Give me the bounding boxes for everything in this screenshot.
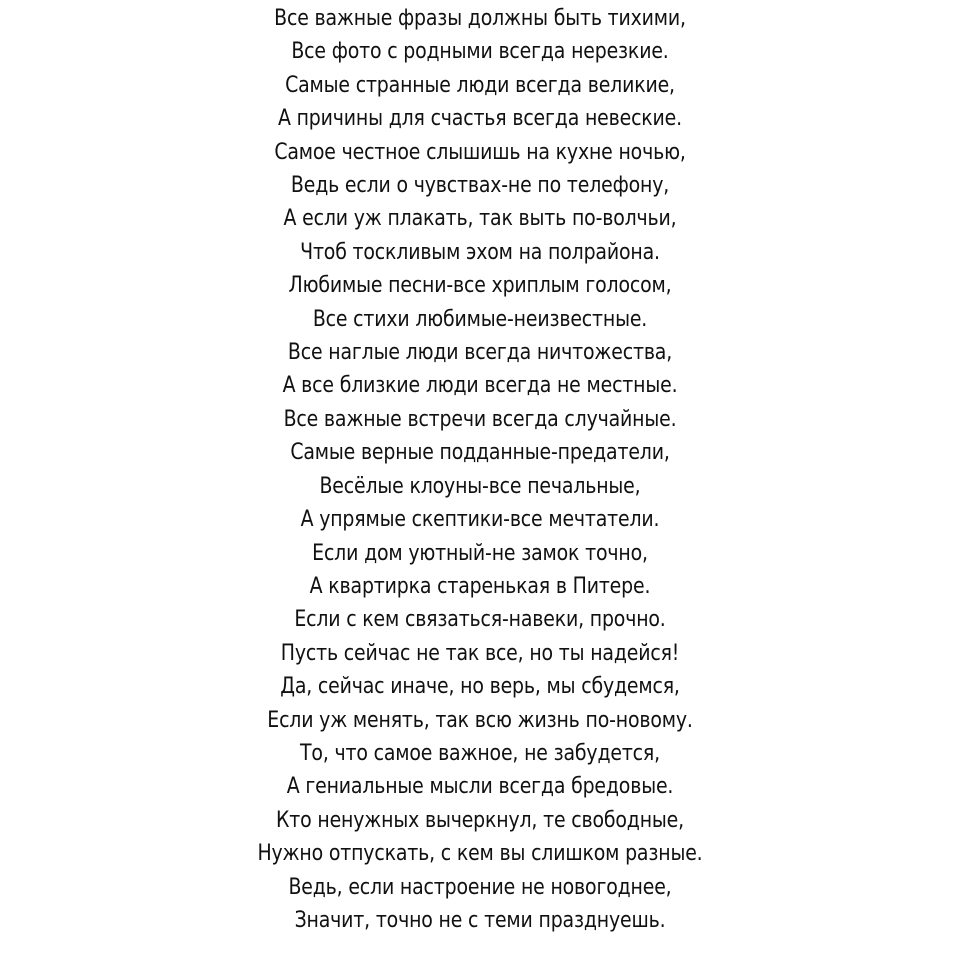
poem-line: Чтоб тоскливым эхом на полрайона. [300,239,660,265]
poem-line: Ведь, если настроение не новогоднее, [288,874,672,900]
poem-line: Все стихи любимые-неизвестные. [312,306,648,332]
poem-line: Все фото с родными всегда нерезкие. [291,39,669,65]
poem-line: Все важные встречи всегда случайные. [283,406,677,432]
poem-line: Любимые песни-все хриплым голосом, [288,273,672,299]
poem-line: Если дом уютный-не замок точно, [312,540,648,566]
poem-line: Значит, точно не с теми празднуешь. [294,907,666,933]
poem-line: Да, сейчас иначе, но верь, мы сбудемся, [280,674,680,700]
poem-line: А квартирка старенькая в Питере. [309,573,651,599]
poem-line: А все близкие люди всегда не местные. [282,373,678,399]
poem-line: А упрямые скептики-все мечтатели. [300,507,660,533]
poem-line: То, что самое важное, не забудется, [300,740,660,766]
poem-line: Самые верные подданные-предатели, [290,440,670,466]
poem-line: Все наглые люди всегда ничтожества, [287,340,673,366]
poem-line: Пусть сейчас не так все, но ты надейся! [280,640,680,666]
poem-line: Самое честное слышишь на кухне ночью, [274,139,686,165]
poem-line: Если уж менять, так всю жизнь по-новому. [267,707,693,733]
poem-line: А причины для счастья всегда невеские. [277,106,683,132]
poem-line: Все важные фразы должны быть тихими, [274,6,686,31]
poem-line: А если уж плакать, так выть по-волчьи, [283,206,677,232]
poem-line: Если с кем связаться-навеки, прочно. [294,607,666,633]
poem-line: Самые странные люди всегда великие, [285,72,675,98]
poem-line: Кто ненужных вычеркнул, те свободные, [276,807,684,833]
poem-line: Нужно отпускать, с кем вы слишком разные. [257,841,703,867]
poem-line: А гениальные мысли всегда бредовые. [286,774,674,800]
poem-line: Весёлые клоуны-все печальные, [319,473,641,499]
poem-line: Ведь если о чувствах-не по телефону, [290,173,670,199]
